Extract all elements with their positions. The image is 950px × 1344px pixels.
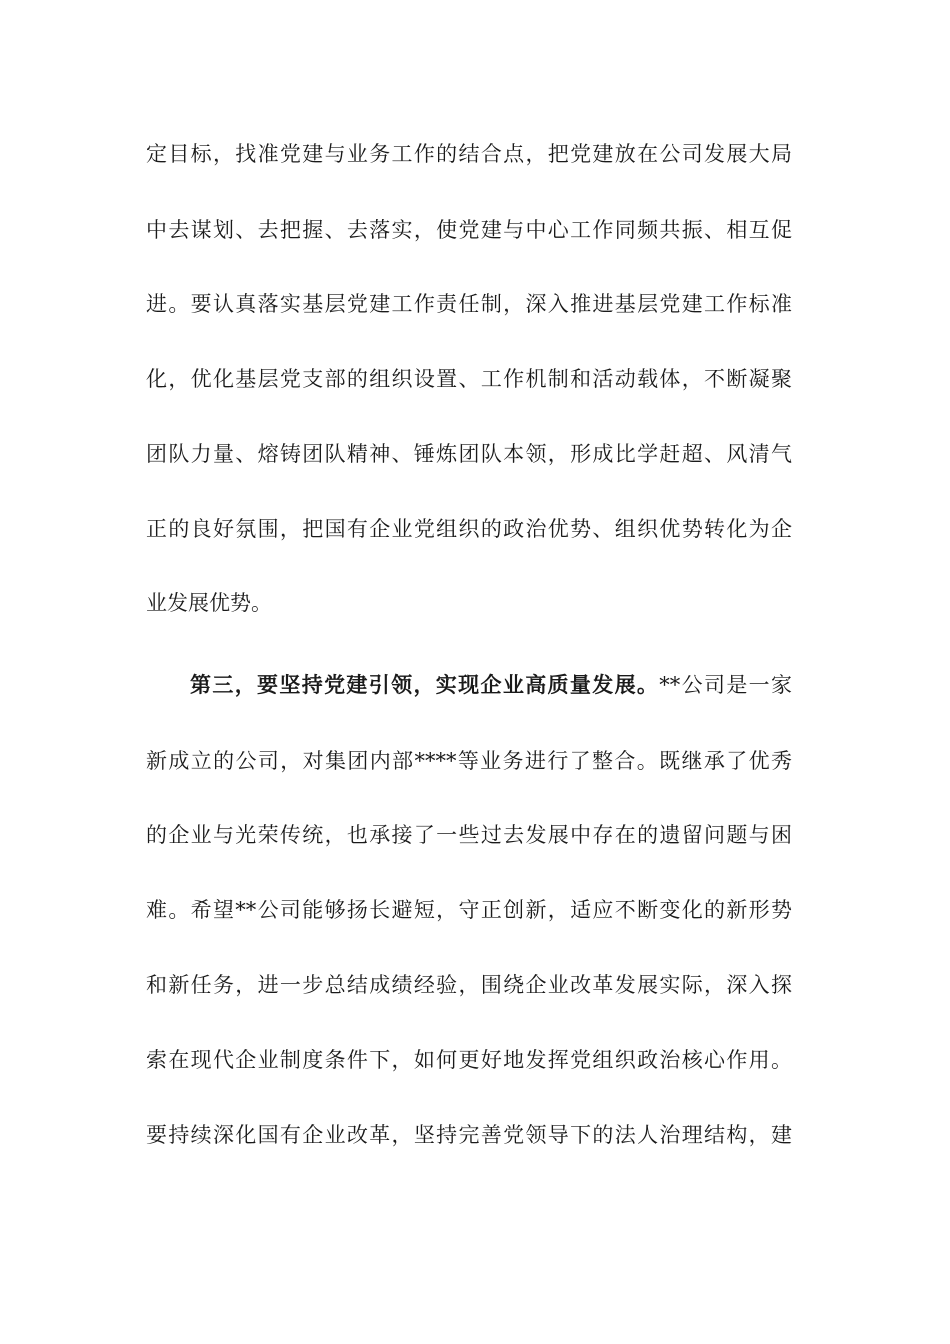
paragraph2-line-5: 和新任务，进一步总结成绩经验，围绕企业改革发展实际，深入探	[146, 973, 792, 997]
paragraph2-line-7: 要持续深化国有企业改革，坚持完善党领导下的法人治理结构，建	[146, 1123, 792, 1147]
paragraph1-line-6: 正的良好氛围，把国有企业党组织的政治优势、组织优势转化为企	[146, 517, 792, 541]
paragraph1-line-5: 团队力量、熔铸团队精神、锤炼团队本领，形成比学赶超、风清气	[146, 442, 792, 466]
paragraph2-line-2: 新成立的公司，对集团内部****等业务进行了整合。既继承了优秀	[146, 749, 792, 773]
paragraph2-line-1	[190, 665, 792, 705]
paragraph2-first-line-rest: **公司是一家	[659, 673, 792, 697]
paragraph2-line-3: 的企业与光荣传统，也承接了一些过去发展中存在的遗留问题与困	[146, 823, 792, 847]
paragraph1-line-1: 定目标，找准党建与业务工作的结合点，把党建放在公司发展大局	[146, 142, 792, 166]
paragraph2-line-6: 索在现代企业制度条件下，如何更好地发挥党组织政治核心作用。	[146, 1048, 792, 1072]
paragraph1-line-2: 中去谋划、去把握、去落实，使党建与中心工作同频共振、相互促	[146, 218, 792, 242]
paragraph2-line-4: 难。希望**公司能够扬长避短，守正创新，适应不断变化的新形势	[146, 898, 792, 922]
paragraph1-line-4: 化，优化基层党支部的组织设置、工作机制和活动载体，不断凝聚	[146, 367, 792, 391]
paragraph2-heading: 第三，要坚持党建引领，实现企业高质量发展。	[190, 672, 660, 697]
paragraph1-line-3: 进。要认真落实基层党建工作责任制，深入推进基层党建工作标准	[146, 292, 792, 316]
paragraph1-line-7: 业发展优势。	[146, 591, 272, 615]
